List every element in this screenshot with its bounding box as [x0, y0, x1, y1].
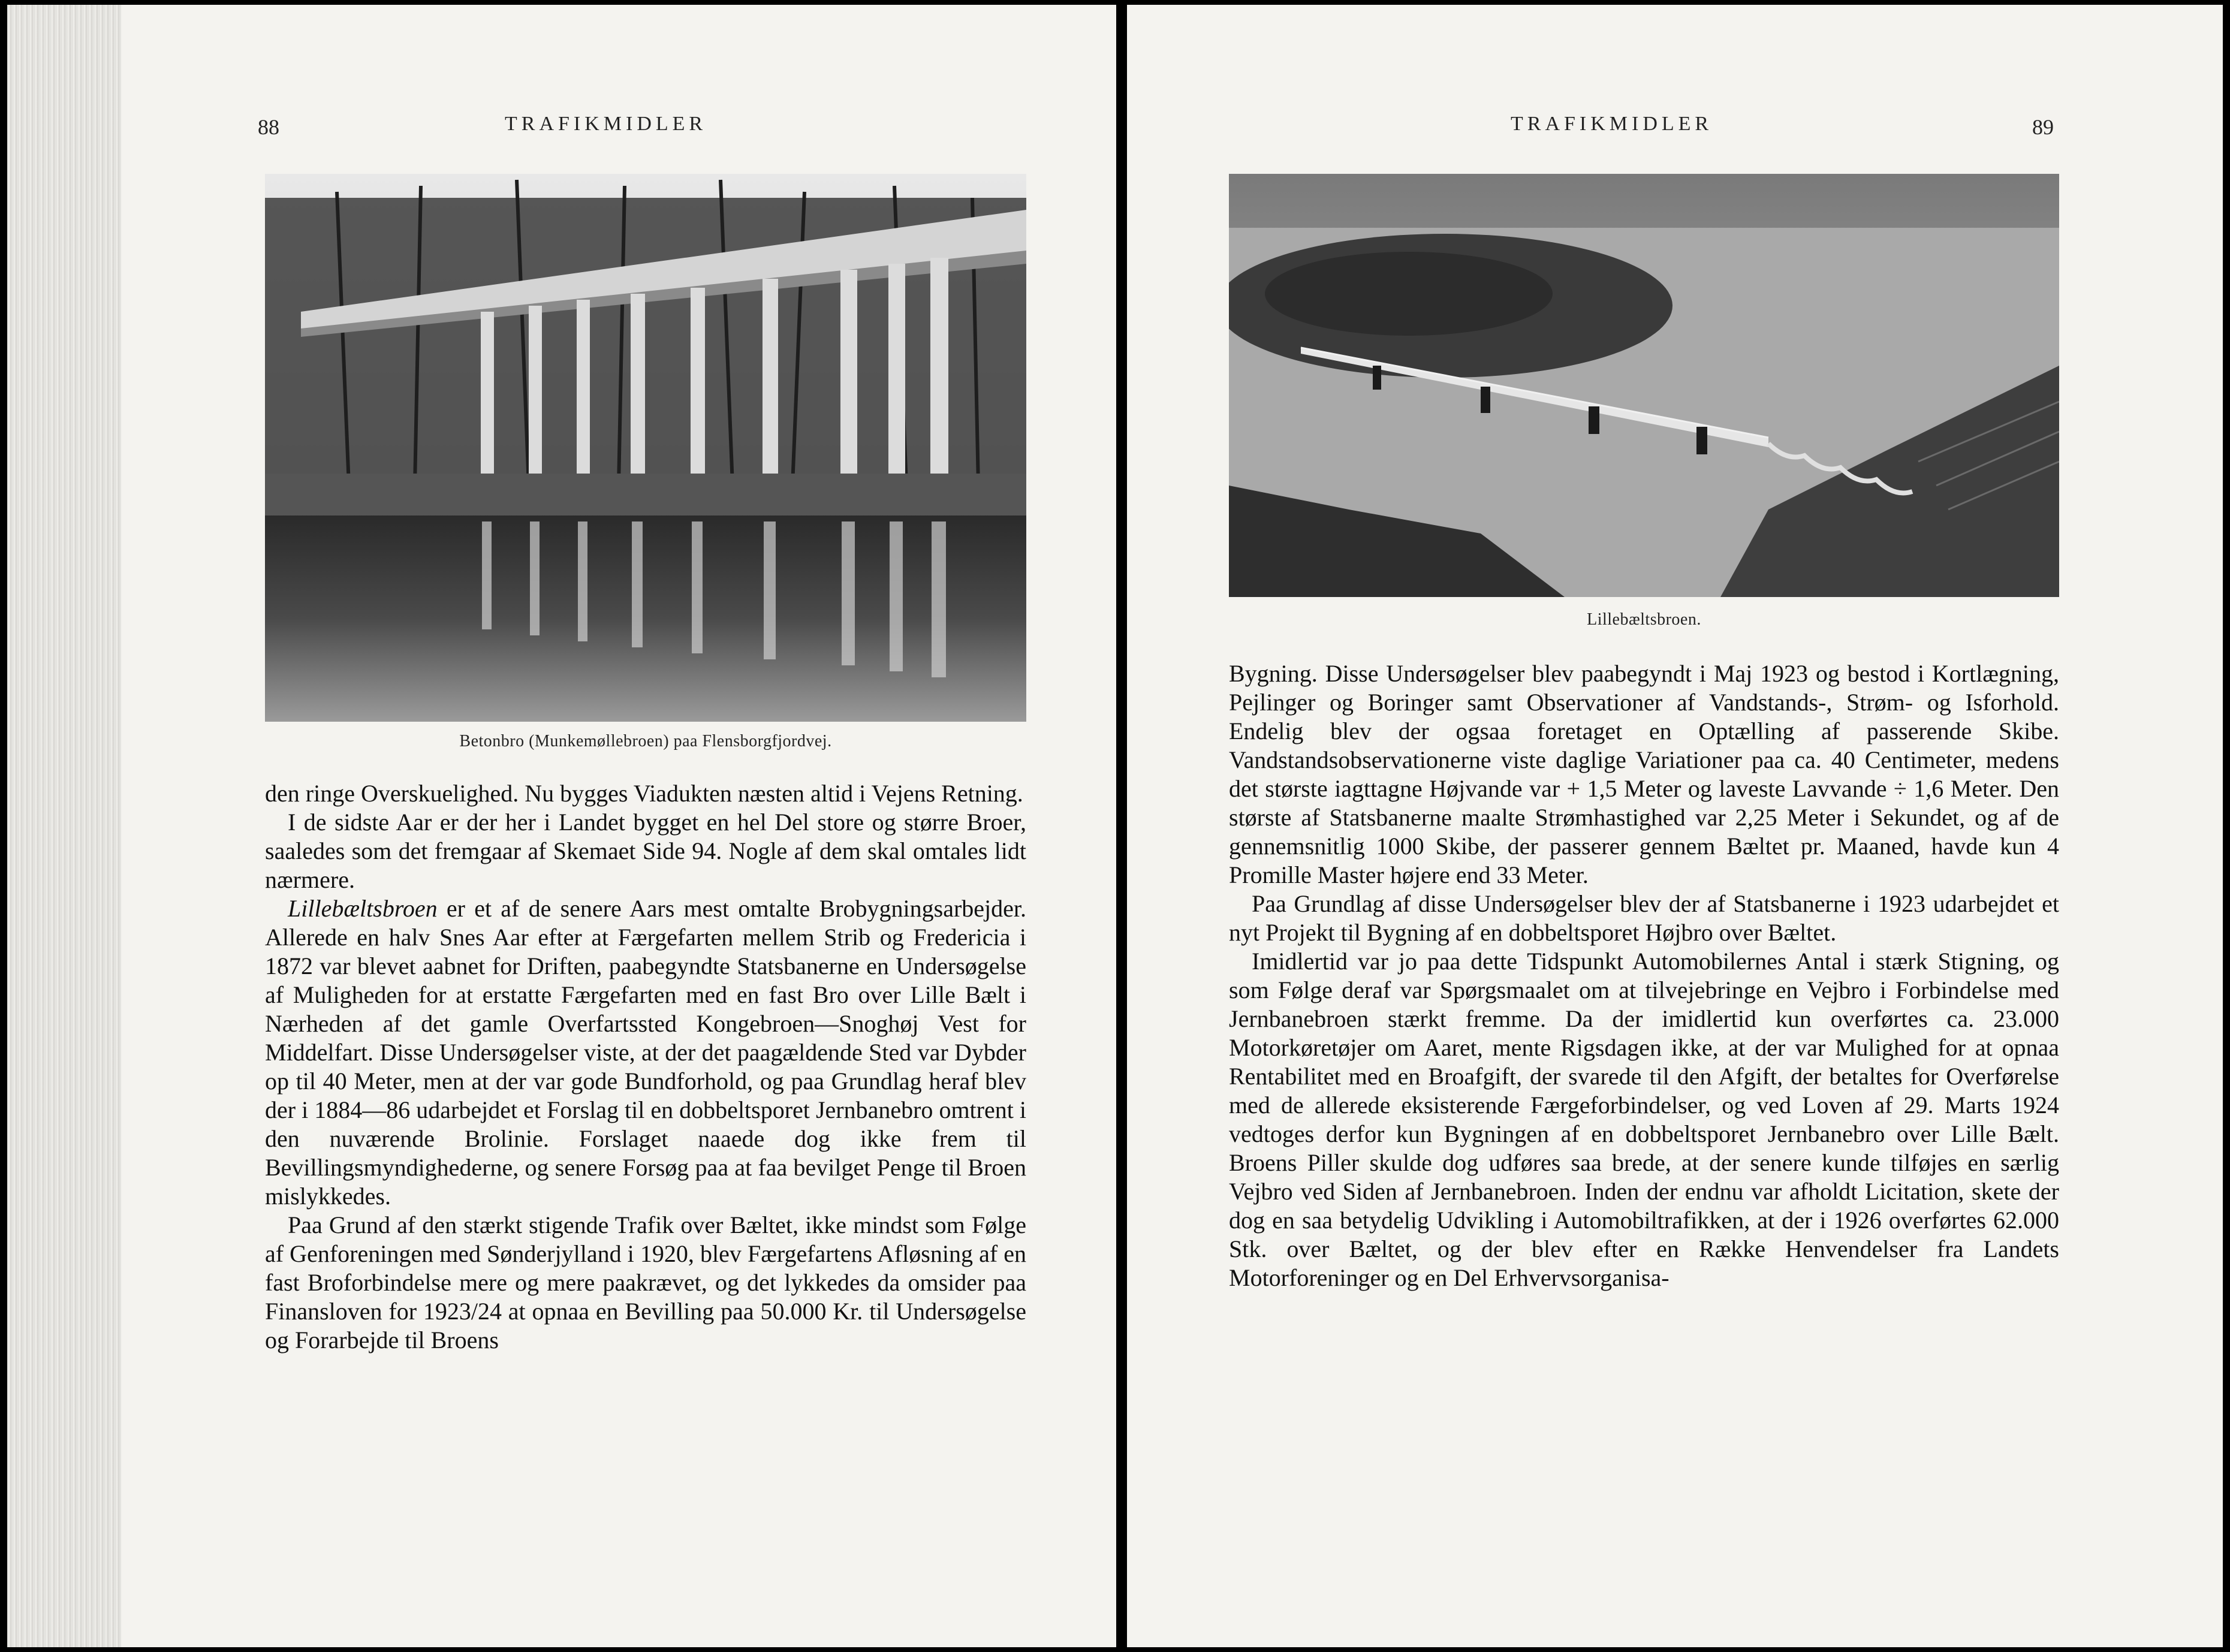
paragraph-body: er et af de senere Aars mest omtalte Brobygningsarbejder. Allerede en halv Snes Aar efter at Færgefarten mellem Strib og Fredericia i 1872 var blevet aabnet for Driften, paabegyndte Statsbanerne en Undersøgelse af Muligheden for at erstatte Færgefarten med en fast Bro over Lille Bælt i Nærheden af det gamle Overfartssted Kongebroen—Snoghøj Vest for Middelfart. Disse Undersøgelser viste, at der det paagældende Sted var Dybder op til 40 Meter, men at der var gode Bundforhold, og paa Grundlag heraf blev der i 1884—86 udarbejdet et Forslag til en dobbeltsporet Jernbanebro omtrent i den nuværende Brolinie. Forslaget naaede dog ikke frem til Bevillingsmyndighederne, og senere Forsøg paa at faa bevilget Penge til Broen mislykkedes.	[265, 895, 1026, 1210]
bridge-photo-lillebaeltsbroen	[1229, 174, 2059, 597]
paragraph: Paa Grund af den stærkt stigende Trafik over Bæltet, ikke mindst som Følge af Genforeningen med Sønderjylland i 1920, blev Færgefartens Afløsning af en fast Broforbindelse mere og mere paakrævet, og det lykkedes da omsider paa Finansloven for 1923/24 at opnaa en Bevilling paa 50.000 Kr. til Undersøgelse og Forarbejde til Broens	[265, 1211, 1026, 1353]
left-page	[7, 5, 1116, 1647]
paragraph: Bygning. Disse Undersøgelser blev paabegyndt i Maj 1923 og bestod i Kortlægning, Pejlinger og Boringer samt Observationer af Vandstands-, Strøm- og Isforhold. Endelig blev der ogsaa foretaget en Optælling af passerende Skibe. Vandstandsobservationerne viste daglige Variationer paa ca. 40 Centimeter, medens det største iagttagne Højvande var + 1,5 Meter og laveste Lavvande ÷ 1,6 Meter. Den største af Statsbanerne maalte Strømhastighed var 2,25 Meter i Sekundet, og af de gennemsnitlig 1000 Skibe, der passerer gennem Bæltet pr. Maaned, havde kun 4 Promille Master højere end 33 Meter.	[1229, 660, 2059, 888]
page-stack-edge	[7, 5, 121, 1647]
photo-caption-left: Betonbro (Munkemøllebroen) paa Flensborgfjordvej.	[459, 732, 832, 750]
body-text-right	[1229, 659, 2059, 1292]
page-number-left: 88	[258, 115, 279, 139]
paragraph: Imidlertid var jo paa dette Tidspunkt Automobilernes Antal i stærk Stigning, og som Følge deraf var Spørgsmaalet om at tilvejebringe en Vejbro i Forbindelse med Jernbanebroen stærkt fremme. Da der imidlertid kun overførtes ca. 23.000 Motorkøretøjer om Aaret, mente Rigsdagen ikke, at der var Mulighed for at opnaa Rentabilitet med en Broafgift, der svarede til den Afgift, der betaltes for Overførelse med de allerede eksisterende Færgeforbindelser, og ved Loven af 29. Marts 1924 vedtoges derfor kun Bygningen af en dobbeltsporet Jernbanebro over Lille Bælt. Broens Piller skulde dog udføres saa brede, at der senere kunde tilføjes en særlig Vejbro ved Siden af Jernbanebroen. Inden der endnu var afholdt Licitation, skete der dog en saa betydelig Udvikling i Automobiltrafikken, at der i 1926 overførtes 62.000 Stk. over Bæltet, og der blev efter en Række Henvendelser fra Landets Motorforeninger og en Del Erhvervsorganisa-	[1229, 948, 2059, 1291]
bridge-photo-munkemollebroen	[265, 174, 1026, 722]
running-head-left: TRAFIKMIDLER	[505, 113, 707, 135]
paragraph: Paa Grundlag af disse Undersøgelser blev der af Statsbanerne i 1923 udarbejdet et nyt Projekt til Bygning af en dobbeltsporet Højbro over Bæltet.	[1229, 890, 2059, 946]
page-number-right: 89	[2032, 115, 2054, 139]
running-head-right: TRAFIKMIDLER	[1511, 113, 1713, 135]
italic-term: Lillebæltsbroen	[288, 895, 438, 922]
photo-concrete-bridge	[265, 174, 1026, 722]
body-text-left	[265, 779, 1026, 1355]
paragraph: den ringe Overskuelighed. Nu bygges Viadukten næsten altid i Vejens Retning.	[265, 780, 1023, 807]
photo-aerial-bridge	[1229, 174, 2059, 597]
right-page	[1127, 5, 2223, 1647]
paragraph-lillebaeltsbroen	[265, 894, 1026, 1211]
paragraph: I de sidste Aar er der her i Landet bygget en hel Del store og større Broer, saaledes som det fremgaar af Skemaet Side 94. Nogle af dem skal omtales lidt nærmere.	[265, 809, 1026, 893]
photo-caption-right: Lillebæltsbroen.	[1587, 610, 1701, 629]
